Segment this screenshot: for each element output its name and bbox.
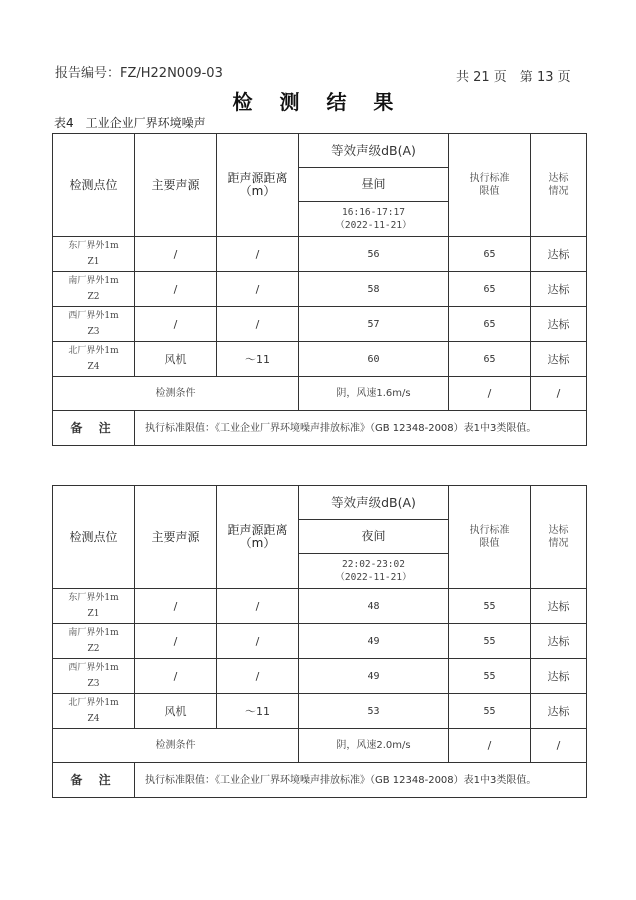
point-cell [53, 307, 135, 342]
table-row [53, 624, 587, 659]
header-standard-line2: 限值 [479, 186, 500, 197]
header-distance-line1: 距声源距离 [227, 523, 288, 537]
distance-cell: / [217, 272, 299, 307]
limit-cell: 65 [449, 237, 531, 272]
header-status-line1: 达标 [548, 525, 569, 536]
point-code: Z2 [87, 644, 100, 654]
header-time [299, 202, 449, 237]
distance-cell: / [217, 237, 299, 272]
point-cell [53, 342, 135, 377]
source-cell: 风机 [135, 342, 217, 377]
distance-cell: / [217, 589, 299, 624]
status-cell: 达标 [531, 237, 587, 272]
limit-cell: 55 [449, 659, 531, 694]
source-cell: / [135, 237, 217, 272]
table-row [53, 694, 587, 729]
value-cell: 56 [299, 237, 449, 272]
limit-cell: 65 [449, 272, 531, 307]
point-code: Z4 [87, 362, 100, 372]
note-label: 备 注 [53, 411, 135, 446]
source-cell: / [135, 624, 217, 659]
table-row [53, 307, 587, 342]
point-cell [53, 694, 135, 729]
header-status-line1: 达标 [548, 173, 569, 184]
distance-cell: / [217, 307, 299, 342]
note-row [53, 411, 587, 446]
header-standard-line1: 执行标准 [469, 525, 510, 536]
note-text: 执行标准限值：《工业企业厂界环境噪声排放标准》（GB 12348-2008）表1中3类限值。 [135, 763, 587, 798]
header-time-line2: （2022-11-21） [335, 220, 412, 231]
point-code: Z3 [87, 679, 100, 689]
header-distance [217, 486, 299, 589]
value-cell: 49 [299, 659, 449, 694]
header-point: 检测点位 [53, 486, 135, 589]
value-cell: 58 [299, 272, 449, 307]
distance-cell: ～11 [217, 342, 299, 377]
header-time-line1: 16:16-17:17 [342, 207, 405, 218]
conditions-status: / [531, 377, 587, 411]
status-cell: 达标 [531, 307, 587, 342]
header-distance-line2: （m） [239, 184, 276, 198]
status-cell: 达标 [531, 659, 587, 694]
point-name: 西厂界外1m [68, 663, 119, 673]
note-label: 备 注 [53, 763, 135, 798]
noise-results-table-day [52, 133, 587, 446]
header-status [531, 486, 587, 589]
point-cell [53, 237, 135, 272]
conditions-row [53, 377, 587, 411]
conditions-value: 阴，风速1.6m/s [299, 377, 449, 411]
point-name: 西厂界外1m [68, 311, 119, 321]
point-code: Z3 [87, 327, 100, 337]
status-cell: 达标 [531, 624, 587, 659]
table-row [53, 659, 587, 694]
point-name: 东厂界外1m [68, 241, 119, 251]
header-source: 主要声源 [135, 486, 217, 589]
status-cell: 达标 [531, 589, 587, 624]
source-cell: / [135, 272, 217, 307]
header-source: 主要声源 [135, 134, 217, 237]
point-cell [53, 659, 135, 694]
table-row [53, 272, 587, 307]
distance-cell: ～11 [217, 694, 299, 729]
value-cell: 57 [299, 307, 449, 342]
point-name: 东厂界外1m [68, 593, 119, 603]
point-code: Z1 [87, 257, 100, 267]
report-number: 报告编号：FZ/H22N009-03 [55, 66, 223, 81]
page-info: 共 21 页 第 13 页 [456, 70, 571, 85]
source-cell: / [135, 307, 217, 342]
conditions-limit: / [449, 729, 531, 763]
header-standard [449, 134, 531, 237]
conditions-row [53, 729, 587, 763]
header-distance [217, 134, 299, 237]
value-cell: 53 [299, 694, 449, 729]
point-cell [53, 272, 135, 307]
limit-cell: 55 [449, 624, 531, 659]
header-time-line1: 22:02-23:02 [342, 559, 405, 570]
limit-cell: 55 [449, 589, 531, 624]
point-name: 南厂界外1m [68, 276, 119, 286]
header-point: 检测点位 [53, 134, 135, 237]
conditions-status: / [531, 729, 587, 763]
source-cell: / [135, 659, 217, 694]
header-status [531, 134, 587, 237]
status-cell: 达标 [531, 272, 587, 307]
header-standard-line1: 执行标准 [469, 173, 510, 184]
point-name: 南厂界外1m [68, 628, 119, 638]
table-row [53, 342, 587, 377]
header-time-line2: （2022-11-21） [335, 572, 412, 583]
note-text: 执行标准限值：《工业企业厂界环境噪声排放标准》（GB 12348-2008）表1中3类限值。 [135, 411, 587, 446]
table-row [53, 589, 587, 624]
header-distance-line1: 距声源距离 [227, 171, 288, 185]
limit-cell: 65 [449, 342, 531, 377]
distance-cell: / [217, 659, 299, 694]
status-cell: 达标 [531, 694, 587, 729]
value-cell: 60 [299, 342, 449, 377]
header-period: 昼间 [299, 168, 449, 202]
noise-results-table-night [52, 485, 587, 798]
header-standard [449, 486, 531, 589]
conditions-label: 检测条件 [53, 377, 299, 411]
conditions-value: 阴，风速2.0m/s [299, 729, 449, 763]
page-title: 检 测 结 果 [232, 90, 404, 114]
conditions-label: 检测条件 [53, 729, 299, 763]
status-cell: 达标 [531, 342, 587, 377]
conditions-limit: / [449, 377, 531, 411]
header-time [299, 554, 449, 589]
header-standard-line2: 限值 [479, 538, 500, 549]
point-code: Z4 [87, 714, 100, 724]
point-code: Z2 [87, 292, 100, 302]
header-leq: 等效声级dB(A) [299, 134, 449, 168]
distance-cell: / [217, 624, 299, 659]
point-name: 北厂界外1m [68, 346, 119, 356]
note-row [53, 763, 587, 798]
source-cell: 风机 [135, 694, 217, 729]
header-period: 夜间 [299, 520, 449, 554]
header-distance-line2: （m） [239, 536, 276, 550]
limit-cell: 55 [449, 694, 531, 729]
header-status-line2: 情况 [548, 538, 569, 549]
point-cell [53, 589, 135, 624]
table-row [53, 237, 587, 272]
point-code: Z1 [87, 609, 100, 619]
table-caption: 表4 工业企业厂界环境噪声 [54, 116, 206, 130]
value-cell: 49 [299, 624, 449, 659]
value-cell: 48 [299, 589, 449, 624]
point-name: 北厂界外1m [68, 698, 119, 708]
header-status-line2: 情况 [548, 186, 569, 197]
limit-cell: 65 [449, 307, 531, 342]
point-cell [53, 624, 135, 659]
header-leq: 等效声级dB(A) [299, 486, 449, 520]
source-cell: / [135, 589, 217, 624]
